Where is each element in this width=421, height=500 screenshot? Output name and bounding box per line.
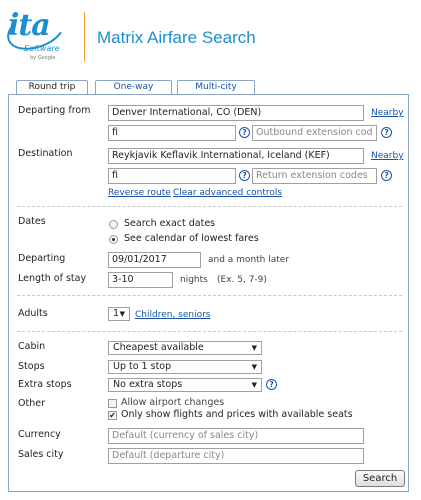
departing-nearby-link[interactable]: Nearby — [371, 108, 404, 118]
header-separator — [84, 12, 85, 62]
dates-label: Dates — [18, 216, 46, 227]
exact-dates-label: Search exact dates — [124, 218, 216, 229]
currency-input[interactable]: Default (currency of sales city) — [108, 428, 364, 444]
page-title: Matrix Airfare Search — [97, 28, 256, 47]
length-of-stay-hint: (Ex. 5, 7-9) — [217, 275, 267, 285]
caret-down-icon: ▼ — [251, 381, 257, 389]
extra-stops-label: Extra stops — [18, 379, 72, 390]
help-icon[interactable]: ? — [381, 170, 392, 181]
help-icon[interactable]: ? — [381, 127, 392, 138]
other-label: Other — [18, 398, 45, 409]
children-seniors-link[interactable]: Children, seniors — [135, 310, 211, 320]
caret-down-icon: ▼ — [251, 363, 257, 371]
calendar-fares-radio[interactable] — [109, 235, 118, 244]
reverse-route-link[interactable]: Reverse route — [108, 188, 171, 198]
destination-input[interactable]: Reykjavik Keflavik International, Iceland (KEF) — [108, 148, 364, 164]
sales-city-label: Sales city — [18, 449, 64, 460]
departing-date-input[interactable]: 09/01/2017 — [108, 252, 201, 268]
caret-down-icon: ▼ — [251, 344, 257, 352]
tab-round-trip[interactable]: Round trip — [16, 80, 88, 95]
logo-text: ita — [8, 8, 50, 43]
destination-label: Destination — [18, 148, 73, 159]
currency-label: Currency — [18, 429, 61, 440]
return-extension-prefix-input[interactable]: fi — [108, 168, 236, 184]
allow-airport-changes-label: Allow airport changes — [121, 397, 225, 408]
stops-value: Up to 1 stop — [113, 361, 172, 372]
adults-select[interactable] — [108, 307, 130, 321]
section-divider — [17, 206, 402, 207]
search-button[interactable]: Search — [355, 470, 405, 487]
departing-label: Departing — [18, 253, 66, 264]
section-divider — [17, 295, 402, 296]
caret-down-icon: ▼ — [119, 310, 125, 318]
tab-one-way[interactable]: One-way — [95, 80, 172, 94]
clear-advanced-controls-link[interactable]: Clear advanced controls — [173, 188, 283, 198]
available-seats-label: Only show flights and prices with available seats — [121, 409, 353, 420]
departing-from-label: Departing from — [18, 105, 91, 116]
adults-value: 1 — [113, 308, 120, 319]
departing-from-input[interactable]: Denver International, CO (DEN) — [108, 105, 364, 121]
logo-byline: by Google — [30, 55, 56, 61]
nights-unit-text: nights — [180, 275, 208, 285]
length-of-stay-label: Length of stay — [18, 273, 87, 284]
exact-dates-radio[interactable] — [109, 220, 118, 229]
help-icon[interactable]: ? — [266, 379, 277, 390]
outbound-extension-codes-input[interactable]: Outbound extension cod — [252, 125, 377, 141]
available-seats-checkbox[interactable]: ✔ — [109, 411, 116, 420]
extra-stops-value: No extra stops — [113, 379, 183, 390]
cabin-value: Cheapest available — [113, 342, 204, 353]
stops-select[interactable] — [108, 360, 262, 374]
return-extension-codes-input[interactable]: Return extension codes — [252, 168, 377, 184]
help-icon[interactable]: ? — [239, 127, 250, 138]
length-of-stay-input[interactable]: 3-10 — [108, 272, 173, 288]
cabin-select[interactable] — [108, 341, 262, 355]
cabin-label: Cabin — [18, 341, 46, 352]
help-icon[interactable]: ? — [239, 170, 250, 181]
outbound-extension-prefix-input[interactable]: fi — [108, 125, 236, 141]
allow-airport-changes-checkbox[interactable] — [108, 399, 117, 408]
calendar-fares-label: See calendar of lowest fares — [124, 233, 259, 244]
section-divider — [17, 331, 402, 332]
destination-nearby-link[interactable]: Nearby — [371, 151, 404, 161]
stops-label: Stops — [18, 361, 45, 372]
tab-multi-city[interactable]: Multi-city — [177, 80, 255, 94]
sales-city-input[interactable]: Default (departure city) — [108, 448, 364, 464]
adults-label: Adults — [18, 308, 48, 319]
search-form — [8, 94, 409, 492]
logo-subtext: Software — [24, 44, 60, 53]
departing-range-text: and a month later — [208, 255, 290, 265]
ita-software-logo — [8, 8, 80, 66]
extra-stops-select[interactable] — [108, 378, 262, 392]
